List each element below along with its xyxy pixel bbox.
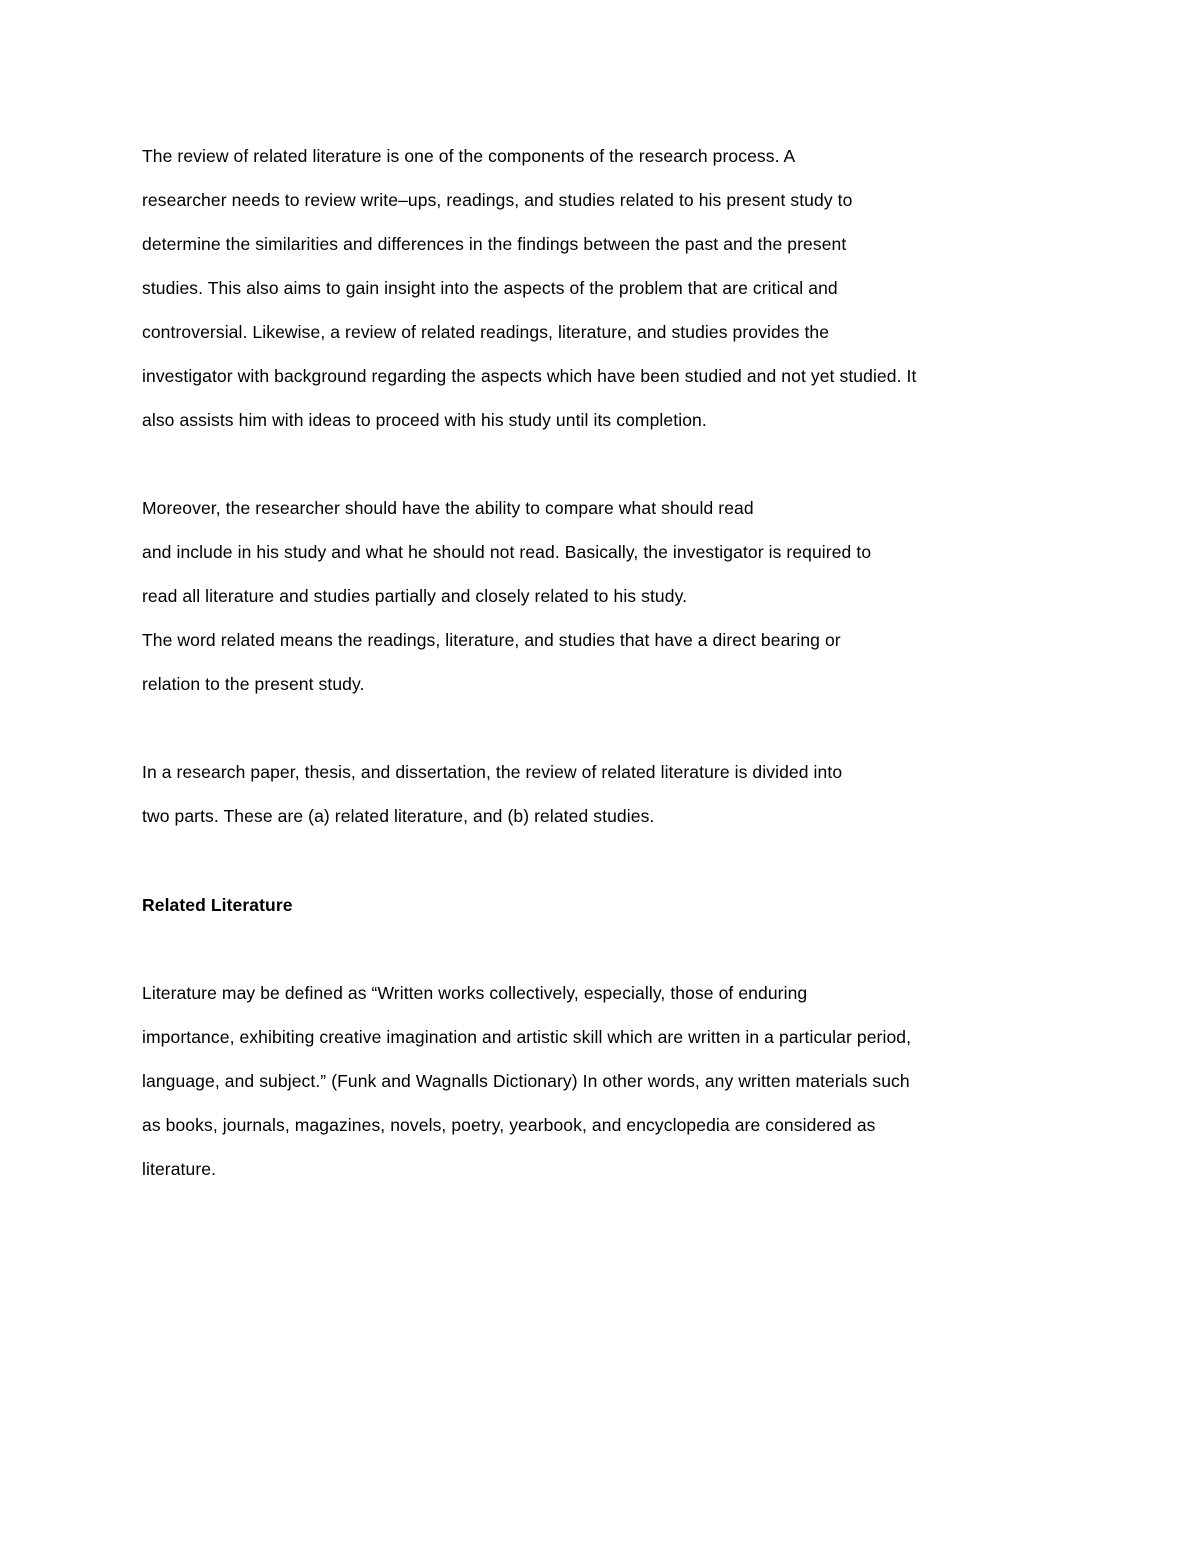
text-line: importance, exhibiting creative imagination and artistic skill which are written in a particular period,	[142, 1027, 912, 1047]
text-line: The review of related literature is one of the components of the research process. A	[142, 146, 796, 166]
text-line: two parts. These are (a) related literature, and (b) related studies.	[142, 806, 655, 826]
text-line: investigator with background regarding the aspects which have been studied and not yet studied. It	[142, 366, 917, 386]
text-line: as books, journals, magazines, novels, poetry, yearbook, and encyclopedia are considered as	[142, 1115, 876, 1135]
text-line: read all literature and studies partially and closely related to his study.	[142, 586, 688, 606]
text-line: determine the similarities and differences in the findings between the past and the present	[142, 234, 847, 254]
text-line: Moreover, the researcher should have the ability to compare what should read	[142, 498, 754, 518]
text-line: and include in his study and what he should not read. Basically, the investigator is required to	[142, 542, 872, 562]
text-line: In a research paper, thesis, and dissertation, the review of related literature is divided into	[142, 762, 843, 782]
text-line: Literature may be defined as “Written works collectively, especially, those of enduring	[142, 983, 808, 1003]
text-line: controversial. Likewise, a review of related readings, literature, and studies provides the	[142, 322, 830, 342]
section-heading: Related Literature	[142, 895, 293, 915]
text-line: literature.	[142, 1159, 217, 1179]
text-line: The word related means the readings, literature, and studies that have a direct bearing or	[142, 630, 841, 650]
text-line: researcher needs to review write–ups, readings, and studies related to his present study to	[142, 190, 853, 210]
text-line: relation to the present study.	[142, 674, 365, 694]
text-line: also assists him with ideas to proceed with his study until its completion.	[142, 410, 707, 430]
text-line: studies. This also aims to gain insight into the aspects of the problem that are critical and	[142, 278, 838, 298]
text-line: language, and subject.” (Funk and Wagnalls Dictionary) In other words, any written materials such	[142, 1071, 910, 1091]
